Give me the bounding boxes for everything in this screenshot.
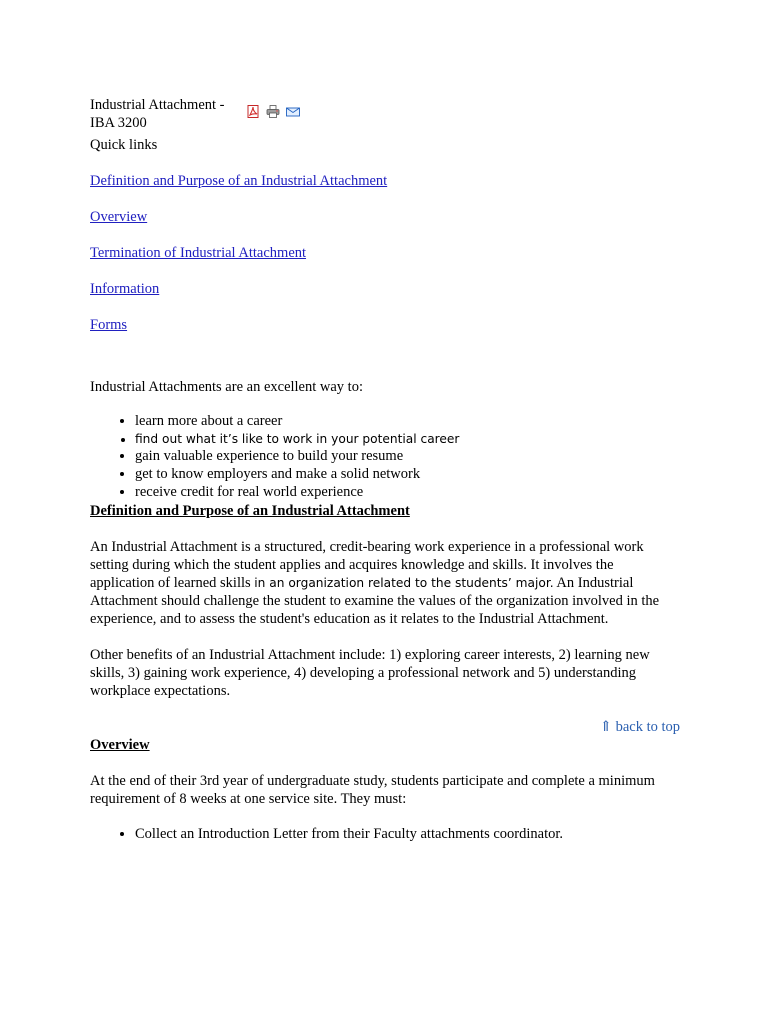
back-to-top-link[interactable]: ⇑ back to top [599,718,680,735]
page-title [90,96,240,132]
link-termination[interactable]: Termination of Industrial Attachment [90,245,307,261]
page-title-line2: IBA 3200 [90,115,147,131]
document-page [90,96,680,843]
definition-paragraph-part1: An Industrial Attachment is a structured, credit-bearing work experience in a professional work setting during which the student applies and acquires knowledge and skills. It involves the application of learned skills [90,538,644,591]
overview-paragraph: At the end of their 3rd year of undergraduate study, students participate and complete a minimum requirement of 8 weeks at one service site. They must: [90,772,655,807]
list-item: • receive credit for real world experience [135,484,680,502]
requirements-list [90,825,680,843]
back-to-top [90,718,680,736]
section-heading-definition: Definition and Purpose of an Industrial Attachment [90,502,410,519]
list-item: • find out what it’s like to work in your potential career [135,431,680,449]
intro-text: Industrial Attachments are an excellent way to: [90,379,363,395]
definition-paragraph-part2: in an organization related to the students’ major. [254,575,554,590]
link-forms[interactable]: Forms [90,317,128,333]
print-icon[interactable] [266,105,280,118]
definition-paragraph-part3: An Industrial Attachment should challenge the student to examine the values of the organization involved in the experience, and to assess the student's education as it relates to the Industrial Attachment. [90,574,660,627]
list-item: • learn more about a career [135,413,680,431]
benefits-list [90,413,680,502]
link-definition[interactable]: Definition and Purpose of an Industrial Attachment [90,173,388,189]
section-heading-overview: Overview [90,736,150,753]
benefits-paragraph: Other benefits of an Industrial Attachment include: 1) exploring career interests, 2) learning new skills, 3) gaining work experience, 4) developing a professional network and 5) understanding workplace expectations. [90,646,650,699]
quick-links-label: Quick links [90,137,158,153]
page-tools [246,105,300,118]
link-information[interactable]: Information [90,281,160,297]
pdf-icon[interactable] [246,105,260,118]
quick-links-list [90,172,680,334]
link-overview[interactable]: Overview [90,209,148,225]
list-item: • gain valuable experience to build your resume [135,448,680,466]
list-item: • Collect an Introduction Letter from their Faculty attachments coordinator. [135,825,680,843]
list-item: • get to know employers and make a solid network [135,466,680,484]
definition-paragraph [90,538,680,628]
page-title-line1: Industrial Attachment - [90,97,225,113]
page-header [90,96,680,132]
email-icon[interactable] [286,105,300,118]
